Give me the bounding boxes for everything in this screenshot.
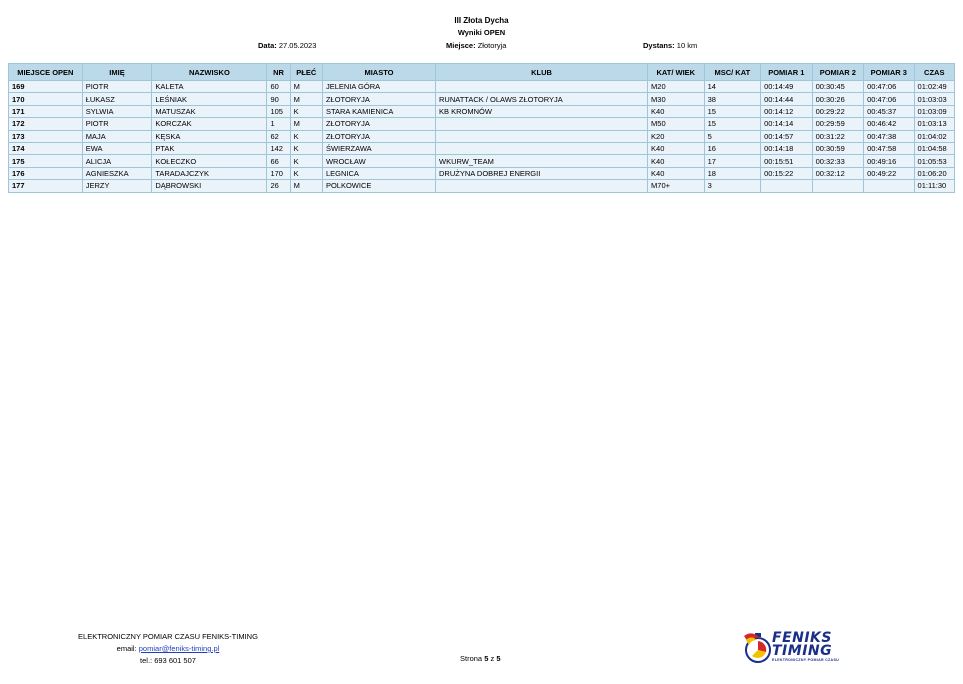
table-cell: AGNIESZKA (82, 167, 152, 179)
table-cell: 00:14:12 (761, 105, 812, 117)
table-cell: PIOTR (82, 81, 152, 93)
place-value: Złotoryja (477, 41, 507, 50)
table-cell (761, 180, 812, 192)
table-cell (436, 180, 648, 192)
results-body (9, 81, 955, 193)
table-cell: KOŁECZKO (152, 155, 267, 167)
table-cell: 01:04:02 (914, 130, 954, 142)
table-cell: 00:47:06 (864, 93, 914, 105)
table-cell (436, 118, 648, 130)
table-cell: 01:11:30 (914, 180, 954, 192)
table-cell: 00:15:22 (761, 167, 812, 179)
race-date (258, 41, 316, 50)
table-cell: EWA (82, 142, 152, 154)
email-link[interactable]: pomiar@feniks-timing.pl (138, 644, 220, 653)
table-cell: K (290, 105, 322, 117)
footer-email (78, 643, 258, 655)
table-cell: 01:04:58 (914, 142, 954, 154)
table-cell: 26 (267, 180, 290, 192)
table-cell: 00:14:49 (761, 81, 812, 93)
table-cell: 90 (267, 93, 290, 105)
table-cell: 01:03:09 (914, 105, 954, 117)
logo-wordmark (772, 632, 832, 658)
table-cell: POLKOWICE (322, 180, 435, 192)
table-row (9, 93, 955, 105)
table-cell: M (290, 180, 322, 192)
table-cell: KALETA (152, 81, 267, 93)
table-cell: 14 (704, 81, 761, 93)
table-cell: M50 (648, 118, 705, 130)
table-cell: ALICJA (82, 155, 152, 167)
table-cell: 00:14:18 (761, 142, 812, 154)
header-cell: KLUB (436, 64, 648, 81)
table-cell: 1 (267, 118, 290, 130)
table-cell: 00:49:22 (864, 167, 914, 179)
table-cell: 105 (267, 105, 290, 117)
table-row (9, 130, 955, 142)
table-cell: WKURW_TEAM (436, 155, 648, 167)
table-cell: 00:47:38 (864, 130, 914, 142)
header-cell: KAT/ WIEK (648, 64, 705, 81)
place-cell: 176 (9, 167, 83, 179)
table-cell: ŚWIERZAWA (322, 142, 435, 154)
table-cell: JELENIA GÓRA (322, 81, 435, 93)
table-cell: ZŁOTORYJA (322, 118, 435, 130)
table-cell: RUNATTACK / OLAWS ZŁOTORYJA (436, 93, 648, 105)
table-cell: LEŚNIAK (152, 93, 267, 105)
header-cell: MIEJSCE OPEN (9, 64, 83, 81)
table-cell: K (290, 142, 322, 154)
table-cell: STARA KAMIENICA (322, 105, 435, 117)
page-total: 5 (496, 654, 501, 663)
table-cell (436, 130, 648, 142)
table-cell: M70+ (648, 180, 705, 192)
table-cell: ZŁOTORYJA (322, 130, 435, 142)
table-cell: 01:06:20 (914, 167, 954, 179)
table-cell: 01:05:53 (914, 155, 954, 167)
table-cell: 00:14:14 (761, 118, 812, 130)
table-cell: ŁUKASZ (82, 93, 152, 105)
document-title: III Złota Dycha (454, 16, 509, 25)
document-subtitle: Wyniki OPEN (457, 28, 506, 37)
table-cell: KB KROMNÓW (436, 105, 648, 117)
table-cell: PIOTR (82, 118, 152, 130)
table-cell: 00:29:59 (812, 118, 863, 130)
table-cell: 00:47:06 (864, 81, 914, 93)
table-cell: JERZY (82, 180, 152, 192)
table-cell: 01:03:13 (914, 118, 954, 130)
table-cell: 00:30:59 (812, 142, 863, 154)
table-cell: M20 (648, 81, 705, 93)
table-cell: ZŁOTORYJA (322, 93, 435, 105)
header-cell: MIASTO (322, 64, 435, 81)
table-cell: 15 (704, 105, 761, 117)
table-cell: 5 (704, 130, 761, 142)
place-cell: 175 (9, 155, 83, 167)
date-label: Data: (258, 41, 277, 50)
table-cell: K40 (648, 167, 705, 179)
table-cell: 16 (704, 142, 761, 154)
table-cell: 170 (267, 167, 290, 179)
table-cell: 66 (267, 155, 290, 167)
table-cell: 18 (704, 167, 761, 179)
table-cell: 01:03:03 (914, 93, 954, 105)
table-cell: K20 (648, 130, 705, 142)
table-row (9, 105, 955, 117)
place-cell: 170 (9, 93, 83, 105)
table-cell: 00:32:33 (812, 155, 863, 167)
place-cell: 173 (9, 130, 83, 142)
footer-contact (78, 631, 258, 667)
table-cell: PTAK (152, 142, 267, 154)
page-current: 5 (484, 654, 489, 663)
place-cell: 177 (9, 180, 83, 192)
distance-value: 10 km (676, 41, 698, 50)
table-cell: 00:30:45 (812, 81, 863, 93)
feniks-timing-logo (742, 626, 854, 666)
header-cell: NR (267, 64, 290, 81)
page-separator: z (490, 654, 495, 663)
table-cell: KĘSKA (152, 130, 267, 142)
place-cell: 172 (9, 118, 83, 130)
logo-tagline: ELEKTRONICZNY POMIAR CZASU (772, 658, 840, 662)
table-cell: 38 (704, 93, 761, 105)
table-cell: K (290, 130, 322, 142)
place-cell: 169 (9, 81, 83, 93)
header-cell: NAZWISKO (152, 64, 267, 81)
page-number (460, 654, 500, 663)
table-cell: 00:14:57 (761, 130, 812, 142)
table-cell: 3 (704, 180, 761, 192)
table-cell: 17 (704, 155, 761, 167)
logo-line1: FENIKS (772, 630, 832, 646)
table-cell: 60 (267, 81, 290, 93)
table-cell: 15 (704, 118, 761, 130)
table-cell: K (290, 167, 322, 179)
table-cell (812, 180, 863, 192)
table-cell: 00:14:44 (761, 93, 812, 105)
table-cell: DĄBROWSKI (152, 180, 267, 192)
table-cell (864, 180, 914, 192)
header-cell: POMIAR 3 (864, 64, 914, 81)
table-cell: 142 (267, 142, 290, 154)
place-cell: 171 (9, 105, 83, 117)
footer-phone: tel.: 693 601 507 (140, 656, 196, 665)
table-cell: M (290, 81, 322, 93)
table-cell: MATUSZAK (152, 105, 267, 117)
header-cell: POMIAR 1 (761, 64, 812, 81)
table-cell: KORCZAK (152, 118, 267, 130)
table-cell: MAJA (82, 130, 152, 142)
table-row (9, 142, 955, 154)
table-row (9, 118, 955, 130)
header-cell: IMIĘ (82, 64, 152, 81)
logo-line2: TIMING (772, 643, 833, 659)
header-cell: POMIAR 2 (812, 64, 863, 81)
page-label: Strona (460, 654, 483, 663)
email-label: email: (116, 644, 137, 653)
table-cell: DRUŻYNA DOBREJ ENERGII (436, 167, 648, 179)
header-cell: PŁEĆ (290, 64, 322, 81)
table-cell: K40 (648, 155, 705, 167)
table-cell: K40 (648, 142, 705, 154)
table-cell: SYLWIA (82, 105, 152, 117)
results-table (8, 63, 955, 193)
table-cell: M (290, 118, 322, 130)
footer-company: ELEKTRONICZNY POMIAR CZASU FENIKS-TIMING (78, 632, 258, 641)
table-row (9, 155, 955, 167)
table-cell: K (290, 155, 322, 167)
table-cell: 62 (267, 130, 290, 142)
place-cell: 174 (9, 142, 83, 154)
table-row (9, 167, 955, 179)
table-cell: LEGNICA (322, 167, 435, 179)
table-cell: 00:31:22 (812, 130, 863, 142)
table-cell: WROCŁAW (322, 155, 435, 167)
table-cell (436, 142, 648, 154)
date-value: 27.05.2023 (278, 41, 317, 50)
table-row (9, 81, 955, 93)
table-cell: 00:45:37 (864, 105, 914, 117)
table-cell: M30 (648, 93, 705, 105)
table-cell: 00:29:22 (812, 105, 863, 117)
table-cell: M (290, 93, 322, 105)
table-cell: TARADAJCZYK (152, 167, 267, 179)
table-cell: 00:15:51 (761, 155, 812, 167)
table-cell: K40 (648, 105, 705, 117)
table-cell: 00:49:16 (864, 155, 914, 167)
race-distance (643, 41, 697, 50)
race-place (446, 41, 506, 50)
table-cell: 01:02:49 (914, 81, 954, 93)
table-cell: 00:46:42 (864, 118, 914, 130)
table-cell: 00:30:26 (812, 93, 863, 105)
table-cell (436, 81, 648, 93)
distance-label: Dystans: (643, 41, 675, 50)
table-row (9, 180, 955, 192)
header-cell: CZAS (914, 64, 954, 81)
header-cell: MSC/ KAT (704, 64, 761, 81)
table-cell: 00:47:58 (864, 142, 914, 154)
place-label: Miejsce: (446, 41, 476, 50)
table-cell: 00:32:12 (812, 167, 863, 179)
table-header-row (9, 64, 955, 81)
